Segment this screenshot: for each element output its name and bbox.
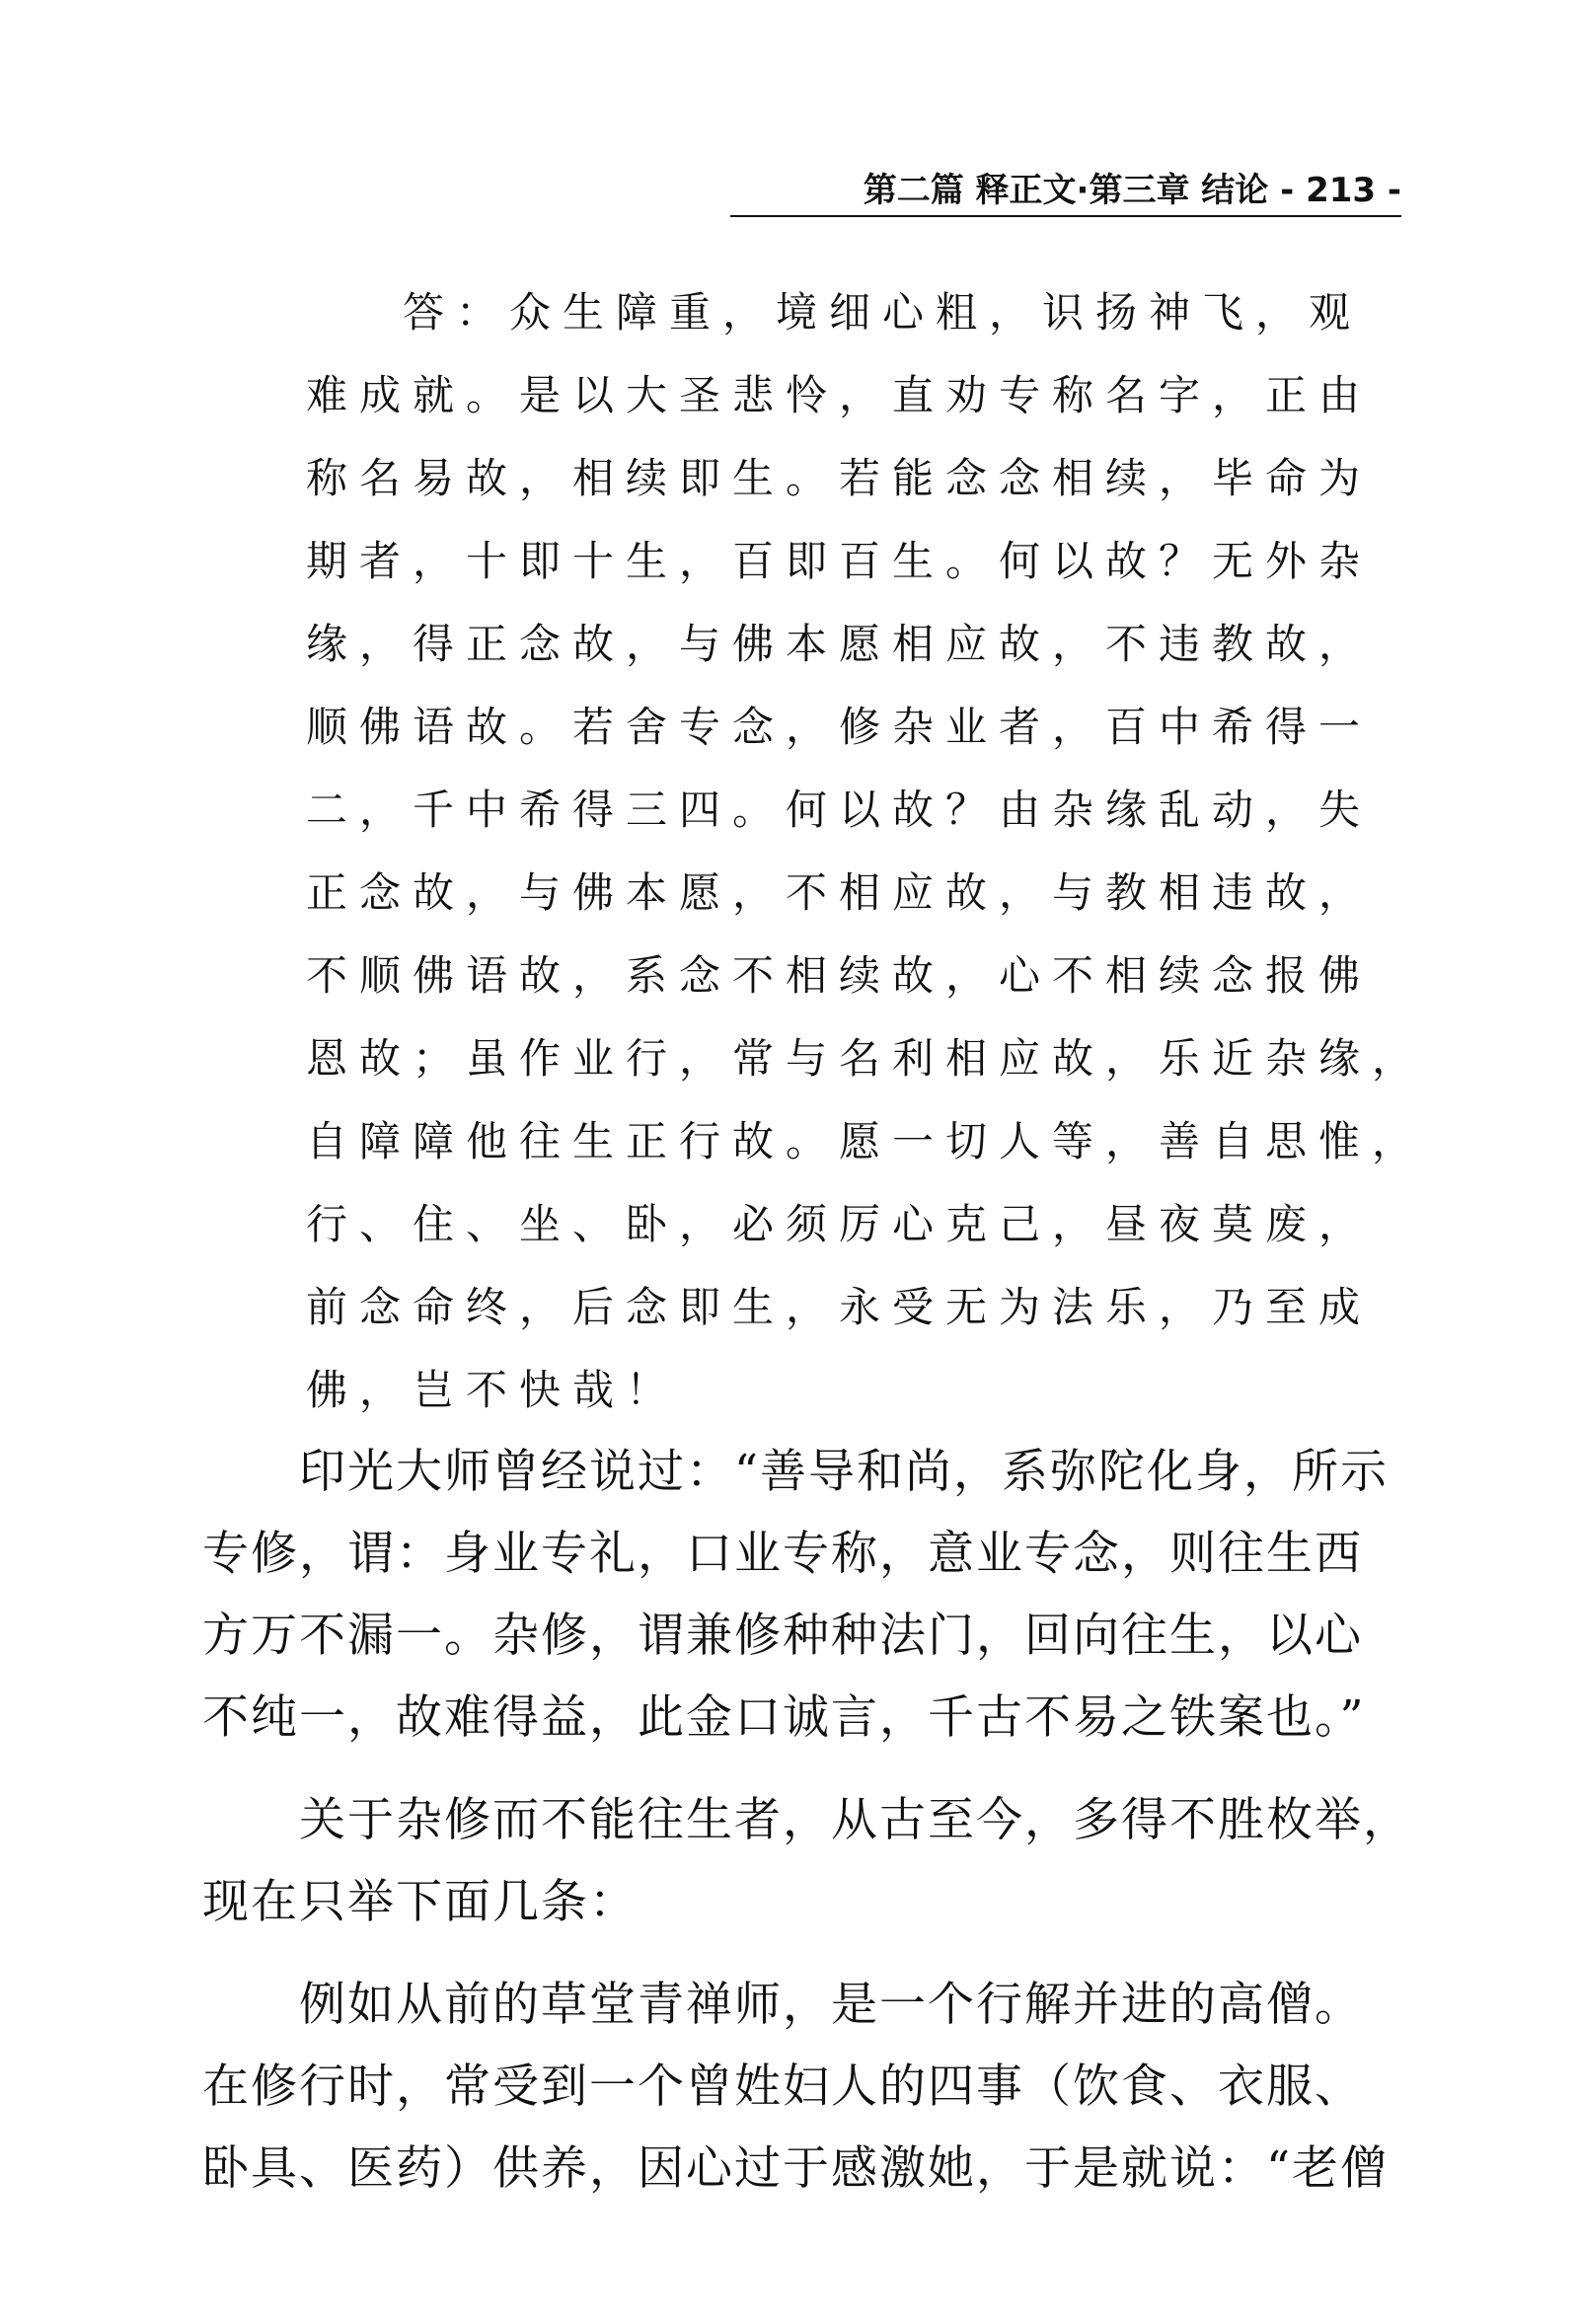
body-line: 不纯一，故难得益，此金口诚言，千古不易之铁案也。” xyxy=(202,1690,1366,1745)
quote-line: 不顺佛语故，系念不相续故，心不相续念报佛 xyxy=(306,951,1373,1000)
quote-line: 缘，得正念故，与佛本愿相应故，不违教故， xyxy=(306,620,1373,668)
quote-line: 称名易故，相续即生。若能念念相续，毕命为 xyxy=(306,454,1373,502)
body-line: 例如从前的草堂青禅师，是一个行解并进的高僧。 xyxy=(299,1978,1363,2032)
running-header-text: 第二篇 释正文·第三章 结论 - 213 - xyxy=(863,171,1401,210)
body-line: 方万不漏一。杂修，谓兼修种种法门，回向往生，以心 xyxy=(202,1609,1363,1663)
body-text xyxy=(202,1431,1411,2210)
paragraph-yinguang xyxy=(202,1431,1401,1759)
body-line: 卧具、医药）供养，因心过于感激她，于是就说：“老僧 xyxy=(202,2141,1390,2196)
quote-line: 恩故；虽作业行，常与名利相应故，乐近杂缘， xyxy=(306,1034,1426,1083)
quote-line: 佛，岂不快哉！ xyxy=(306,1366,680,1414)
quote-line: 二，千中希得三四。何以故？由杂缘乱动，失 xyxy=(306,786,1373,834)
body-line: 在修行时，常受到一个曾姓妇人的四事（饮食、衣服、 xyxy=(202,2060,1363,2114)
paragraph-gap xyxy=(202,1759,1401,1779)
quote-line: 答：众生障重，境细心粗，识扬神飞，观 xyxy=(403,288,1363,337)
paragraph-caotang xyxy=(202,1964,1401,2210)
body-line: 专修，谓：身业专礼，口业专称，意业专念，则往生西 xyxy=(202,1527,1363,1581)
paragraph-mixed-practice xyxy=(202,1779,1411,1943)
quote-line: 期者，十即十生，百即百生。何以故？无外杂 xyxy=(306,537,1373,585)
quote-line: 自障障他往生正行故。愿一切人等，善自思惟， xyxy=(306,1117,1426,1165)
quote-line: 正念故，与佛本愿，不相应故，与教相违故， xyxy=(306,868,1373,917)
body-line: 现在只举下面几条： xyxy=(202,1875,638,1929)
quote-line: 难成就。是以大圣悲怜，直劝专称名字，正由 xyxy=(306,371,1373,419)
quote-line: 行、住、坐、卧，必须厉心克己，昼夜莫废， xyxy=(306,1200,1373,1248)
body-line: 关于杂修而不能往生者，从古至今，多得不胜枚举， xyxy=(299,1793,1411,1847)
quoted-passage xyxy=(306,271,1426,1432)
running-header xyxy=(730,166,1401,217)
paragraph-gap xyxy=(202,1943,1401,1964)
body-line: 印光大师曾经说过：“善导和尚，系弥陀化身，所示 xyxy=(299,1445,1390,1499)
quote-line: 顺佛语故。若舍专念，修杂业者，百中希得一 xyxy=(306,703,1373,751)
quote-line: 前念命终，后念即生，永受无为法乐，乃至成 xyxy=(306,1283,1373,1331)
